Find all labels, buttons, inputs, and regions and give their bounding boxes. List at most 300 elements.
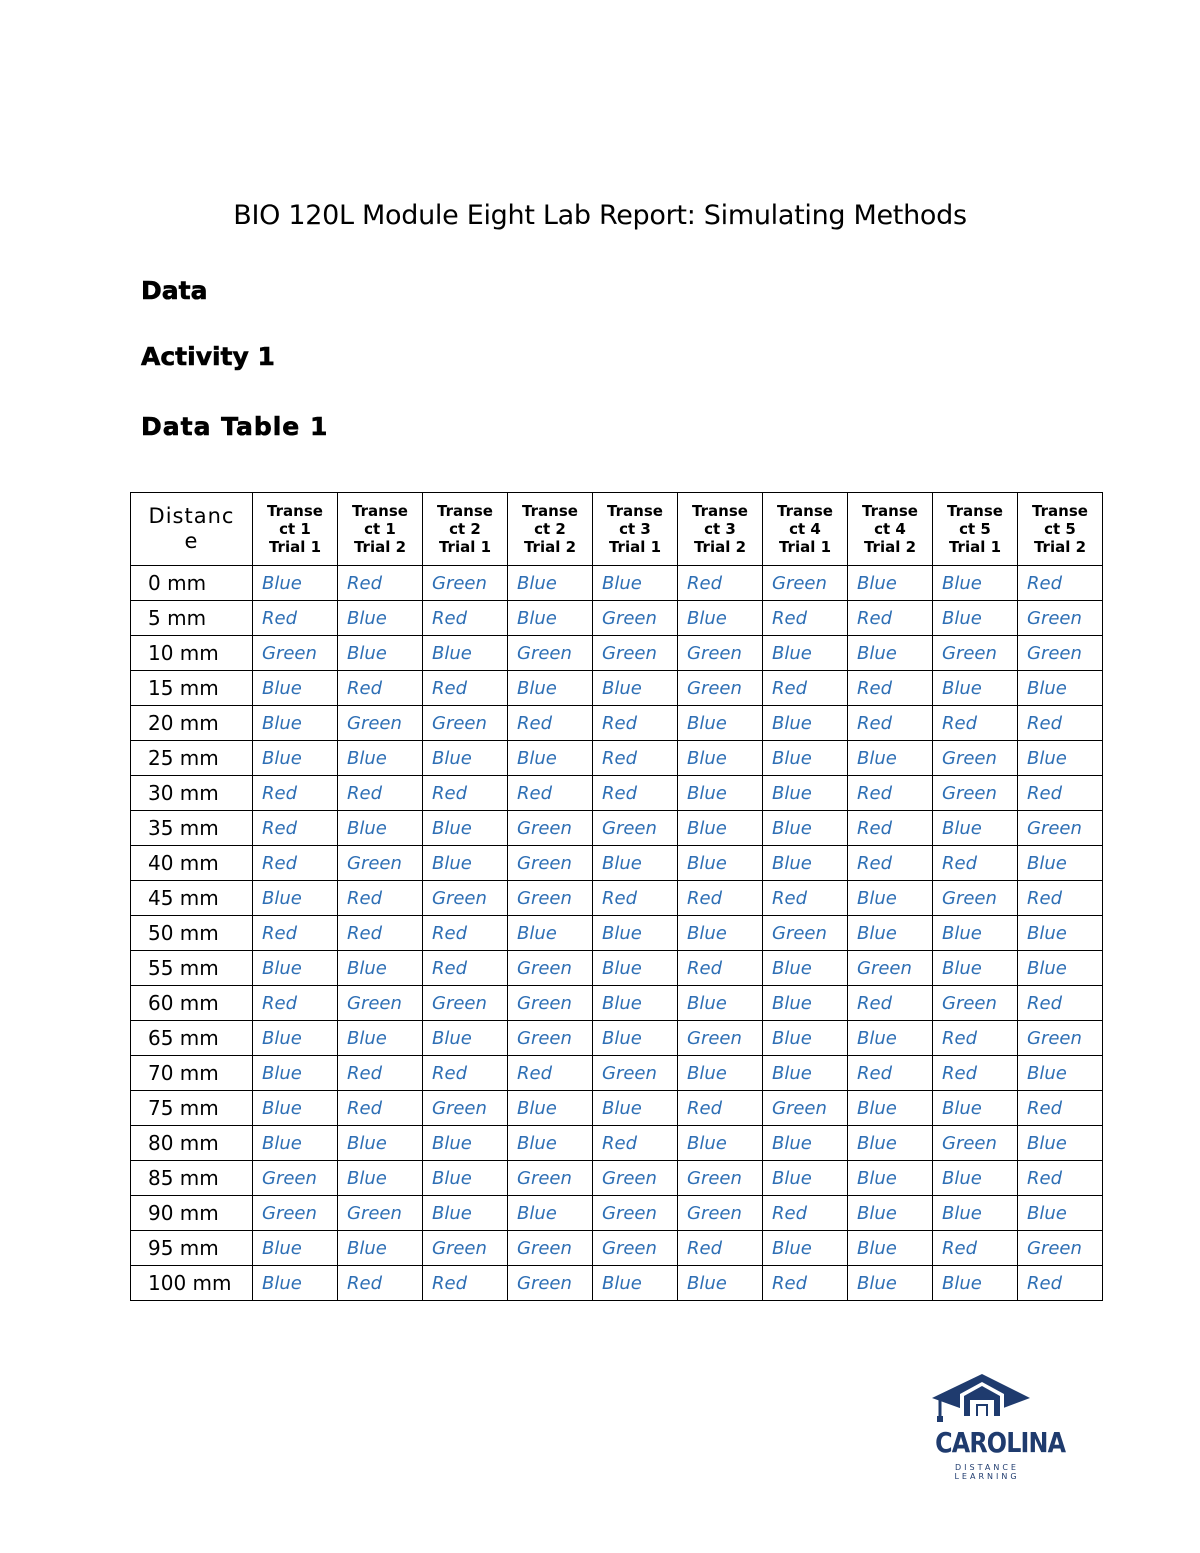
column-header: [253, 493, 338, 566]
color-value-cell: Green: [763, 1091, 848, 1126]
color-value-cell: Green: [423, 566, 508, 601]
color-value-cell: Blue: [423, 1126, 508, 1161]
header-line: Transe: [777, 502, 833, 520]
color-value-cell: Blue: [678, 1056, 763, 1091]
color-value-cell: Blue: [763, 706, 848, 741]
color-value-cell: Red: [848, 671, 933, 706]
table-header-row: [131, 493, 1103, 566]
table-row: [131, 986, 1103, 1021]
color-value-cell: Green: [338, 1196, 423, 1231]
header-line: Transe: [1032, 502, 1088, 520]
header-line: Trial 2: [863, 538, 917, 556]
color-value-cell: Blue: [1018, 916, 1103, 951]
color-value-cell: Green: [593, 811, 678, 846]
logo-wordmark: CAROLINA: [935, 1426, 1066, 1459]
color-value-cell: Blue: [338, 951, 423, 986]
color-value-cell: Blue: [848, 1266, 933, 1301]
color-value-cell: Red: [678, 1231, 763, 1266]
color-value-cell: Green: [593, 636, 678, 671]
color-value-cell: Blue: [423, 636, 508, 671]
color-value-cell: Red: [593, 706, 678, 741]
color-value-cell: Blue: [253, 671, 338, 706]
distance-cell: 0 mm: [131, 566, 253, 601]
color-value-cell: Red: [1018, 566, 1103, 601]
color-value-cell: Blue: [848, 1196, 933, 1231]
color-value-cell: Blue: [593, 671, 678, 706]
color-value-cell: Green: [508, 1161, 593, 1196]
color-value-cell: Green: [848, 951, 933, 986]
color-value-cell: Red: [423, 776, 508, 811]
header-line: Transe: [437, 502, 493, 520]
color-value-cell: Blue: [848, 1091, 933, 1126]
color-value-cell: Blue: [593, 1021, 678, 1056]
color-value-cell: Red: [763, 1266, 848, 1301]
color-value-cell: Red: [253, 776, 338, 811]
color-value-cell: Blue: [593, 916, 678, 951]
header-line: ct 3: [619, 520, 651, 538]
color-value-cell: Blue: [848, 916, 933, 951]
color-value-cell: Red: [1018, 1266, 1103, 1301]
column-header: [848, 493, 933, 566]
color-value-cell: Blue: [763, 846, 848, 881]
column-header: [338, 493, 423, 566]
color-value-cell: Blue: [763, 776, 848, 811]
color-value-cell: Red: [933, 1021, 1018, 1056]
section-heading-activity: Activity 1: [141, 342, 275, 371]
color-value-cell: Blue: [1018, 1056, 1103, 1091]
color-value-cell: Blue: [848, 566, 933, 601]
color-value-cell: Green: [1018, 811, 1103, 846]
color-value-cell: Green: [508, 846, 593, 881]
color-value-cell: Red: [848, 986, 933, 1021]
header-line: ct 3: [704, 520, 736, 538]
color-value-cell: Blue: [848, 636, 933, 671]
table-row: [131, 1196, 1103, 1231]
distance-cell: 65 mm: [131, 1021, 253, 1056]
color-value-cell: Blue: [423, 741, 508, 776]
header-line: ct 4: [789, 520, 821, 538]
color-value-cell: Blue: [423, 846, 508, 881]
color-value-cell: Blue: [508, 1196, 593, 1231]
table-row: [131, 566, 1103, 601]
color-value-cell: Green: [423, 1091, 508, 1126]
color-value-cell: Red: [933, 846, 1018, 881]
color-value-cell: Blue: [338, 1231, 423, 1266]
header-line: ct 5: [1044, 520, 1076, 538]
color-value-cell: Blue: [848, 1126, 933, 1161]
color-value-cell: Blue: [338, 636, 423, 671]
color-value-cell: Green: [338, 986, 423, 1021]
color-value-cell: Blue: [508, 671, 593, 706]
color-value-cell: Blue: [423, 1161, 508, 1196]
color-value-cell: Blue: [338, 1126, 423, 1161]
color-value-cell: Blue: [848, 1161, 933, 1196]
color-value-cell: Blue: [678, 916, 763, 951]
color-value-cell: Blue: [678, 1126, 763, 1161]
color-value-cell: Red: [423, 601, 508, 636]
table-row: [131, 811, 1103, 846]
color-value-cell: Green: [933, 881, 1018, 916]
header-line: Transe: [267, 502, 323, 520]
color-value-cell: Red: [848, 776, 933, 811]
color-value-cell: Green: [508, 1231, 593, 1266]
color-value-cell: Green: [933, 986, 1018, 1021]
color-value-cell: Green: [253, 1161, 338, 1196]
color-value-cell: Red: [763, 881, 848, 916]
table-body: [131, 566, 1103, 1301]
distance-cell: 95 mm: [131, 1231, 253, 1266]
color-value-cell: Red: [1018, 706, 1103, 741]
color-value-cell: Blue: [253, 1231, 338, 1266]
color-value-cell: Blue: [253, 951, 338, 986]
color-value-cell: Blue: [933, 1091, 1018, 1126]
column-header: [423, 493, 508, 566]
distance-cell: 45 mm: [131, 881, 253, 916]
color-value-cell: Red: [848, 811, 933, 846]
color-value-cell: Red: [678, 566, 763, 601]
color-value-cell: Blue: [253, 1266, 338, 1301]
color-value-cell: Blue: [763, 1126, 848, 1161]
color-value-cell: Blue: [508, 1126, 593, 1161]
color-value-cell: Green: [678, 671, 763, 706]
color-value-cell: Green: [1018, 601, 1103, 636]
color-value-cell: Blue: [593, 846, 678, 881]
color-value-cell: Green: [763, 916, 848, 951]
color-value-cell: Blue: [423, 1021, 508, 1056]
color-value-cell: Blue: [423, 1196, 508, 1231]
table-row: [131, 1126, 1103, 1161]
color-value-cell: Red: [1018, 1091, 1103, 1126]
color-value-cell: Red: [423, 671, 508, 706]
header-line: Trial 2: [353, 538, 407, 556]
color-value-cell: Red: [423, 1056, 508, 1091]
color-value-cell: Blue: [1018, 846, 1103, 881]
color-value-cell: Red: [423, 916, 508, 951]
table-row: [131, 846, 1103, 881]
color-value-cell: Blue: [678, 706, 763, 741]
header-line: ct 4: [874, 520, 906, 538]
column-header: [508, 493, 593, 566]
color-value-cell: Red: [508, 1056, 593, 1091]
color-value-cell: Blue: [848, 1231, 933, 1266]
color-value-cell: Blue: [593, 566, 678, 601]
logo-subtitle: DISTANCE LEARNING: [954, 1463, 1020, 1481]
color-value-cell: Blue: [253, 1021, 338, 1056]
color-value-cell: Blue: [508, 916, 593, 951]
color-value-cell: Blue: [508, 601, 593, 636]
color-value-cell: Blue: [1018, 1196, 1103, 1231]
table-row: [131, 741, 1103, 776]
page-title: BIO 120L Module Eight Lab Report: Simulating Methods: [233, 200, 967, 231]
color-value-cell: Blue: [253, 566, 338, 601]
column-header: [593, 493, 678, 566]
distance-cell: 40 mm: [131, 846, 253, 881]
color-value-cell: Red: [933, 1231, 1018, 1266]
distance-cell: 35 mm: [131, 811, 253, 846]
distance-cell: 20 mm: [131, 706, 253, 741]
color-value-cell: Blue: [338, 811, 423, 846]
color-value-cell: Red: [1018, 986, 1103, 1021]
color-value-cell: Red: [423, 951, 508, 986]
color-value-cell: Green: [678, 1021, 763, 1056]
color-value-cell: Blue: [253, 1091, 338, 1126]
color-value-cell: Red: [593, 776, 678, 811]
color-value-cell: Red: [508, 776, 593, 811]
header-line: Trial 2: [1033, 538, 1087, 556]
color-value-cell: Green: [423, 1231, 508, 1266]
section-heading-data: Data: [141, 276, 208, 305]
color-value-cell: Blue: [253, 1056, 338, 1091]
color-value-cell: Green: [763, 566, 848, 601]
color-value-cell: Green: [1018, 1231, 1103, 1266]
header-line: Trial 1: [438, 538, 492, 556]
color-value-cell: Blue: [678, 776, 763, 811]
table-row: [131, 881, 1103, 916]
distance-cell: 50 mm: [131, 916, 253, 951]
color-value-cell: Red: [253, 846, 338, 881]
color-value-cell: Red: [593, 741, 678, 776]
color-value-cell: Green: [933, 636, 1018, 671]
section-heading-data-table: Data Table 1: [141, 412, 329, 441]
color-value-cell: Red: [848, 601, 933, 636]
color-value-cell: Red: [253, 986, 338, 1021]
header-line: Transe: [522, 502, 578, 520]
color-value-cell: Blue: [253, 706, 338, 741]
color-value-cell: Blue: [338, 741, 423, 776]
color-value-cell: Blue: [933, 1196, 1018, 1231]
color-value-cell: Green: [933, 1126, 1018, 1161]
header-line: Trial 2: [523, 538, 577, 556]
header-line: ct 5: [959, 520, 991, 538]
distance-cell: 60 mm: [131, 986, 253, 1021]
distance-cell: 5 mm: [131, 601, 253, 636]
table-row: [131, 636, 1103, 671]
color-value-cell: Blue: [253, 881, 338, 916]
color-value-cell: Red: [593, 1126, 678, 1161]
color-value-cell: Green: [678, 636, 763, 671]
color-value-cell: Green: [423, 881, 508, 916]
color-value-cell: Red: [253, 601, 338, 636]
color-value-cell: Green: [593, 1161, 678, 1196]
table-row: [131, 1161, 1103, 1196]
color-value-cell: Red: [253, 916, 338, 951]
header-line: Transe: [692, 502, 748, 520]
table-row: [131, 1091, 1103, 1126]
table-row: [131, 951, 1103, 986]
distance-cell: 85 mm: [131, 1161, 253, 1196]
color-value-cell: Green: [338, 846, 423, 881]
column-header: [678, 493, 763, 566]
color-value-cell: Blue: [508, 1091, 593, 1126]
distance-cell: 100 mm: [131, 1266, 253, 1301]
distance-column-header: [131, 493, 253, 566]
color-value-cell: Blue: [678, 1266, 763, 1301]
color-value-cell: Blue: [933, 1266, 1018, 1301]
color-value-cell: Red: [338, 566, 423, 601]
table-row: [131, 1021, 1103, 1056]
color-value-cell: Blue: [763, 1056, 848, 1091]
distance-cell: 80 mm: [131, 1126, 253, 1161]
color-value-cell: Blue: [933, 566, 1018, 601]
color-value-cell: Green: [508, 951, 593, 986]
color-value-cell: Green: [338, 706, 423, 741]
column-header: [1018, 493, 1103, 566]
color-value-cell: Red: [338, 1091, 423, 1126]
color-value-cell: Blue: [1018, 671, 1103, 706]
color-value-cell: Green: [593, 1056, 678, 1091]
header-line: Trial 1: [948, 538, 1002, 556]
table-row: [131, 916, 1103, 951]
color-value-cell: Blue: [848, 1021, 933, 1056]
color-value-cell: Red: [423, 1266, 508, 1301]
header-line: Transe: [947, 502, 1003, 520]
color-value-cell: Blue: [933, 671, 1018, 706]
color-value-cell: Green: [593, 1231, 678, 1266]
color-value-cell: Blue: [763, 741, 848, 776]
color-value-cell: Red: [848, 1056, 933, 1091]
color-value-cell: Blue: [253, 741, 338, 776]
table-row: [131, 1231, 1103, 1266]
color-value-cell: Red: [1018, 881, 1103, 916]
color-value-cell: Green: [678, 1161, 763, 1196]
color-value-cell: Green: [253, 636, 338, 671]
color-value-cell: Green: [593, 601, 678, 636]
header-line: Transe: [862, 502, 918, 520]
color-value-cell: Blue: [1018, 1126, 1103, 1161]
color-value-cell: Red: [678, 881, 763, 916]
header-line: Transe: [607, 502, 663, 520]
color-value-cell: Red: [678, 951, 763, 986]
color-value-cell: Blue: [763, 811, 848, 846]
color-value-cell: Red: [763, 671, 848, 706]
color-value-cell: Green: [678, 1196, 763, 1231]
header-line: ct 1: [279, 520, 311, 538]
color-value-cell: Blue: [508, 566, 593, 601]
header-line: Trial 1: [778, 538, 832, 556]
color-value-cell: Blue: [1018, 741, 1103, 776]
color-value-cell: Blue: [763, 1231, 848, 1266]
header-line: Trial 1: [268, 538, 322, 556]
table-row: [131, 601, 1103, 636]
column-header: [763, 493, 848, 566]
color-value-cell: Blue: [423, 811, 508, 846]
header-line: e: [184, 529, 199, 553]
color-value-cell: Green: [508, 1021, 593, 1056]
color-value-cell: Red: [933, 706, 1018, 741]
header-line: ct 2: [534, 520, 566, 538]
distance-cell: 75 mm: [131, 1091, 253, 1126]
table-row: [131, 671, 1103, 706]
header-line: Trial 2: [693, 538, 747, 556]
color-value-cell: Green: [1018, 1021, 1103, 1056]
color-value-cell: Blue: [763, 636, 848, 671]
color-value-cell: Red: [678, 1091, 763, 1126]
color-value-cell: Blue: [593, 1091, 678, 1126]
table-row: [131, 706, 1103, 741]
distance-cell: 70 mm: [131, 1056, 253, 1091]
color-value-cell: Blue: [678, 811, 763, 846]
color-value-cell: Red: [848, 846, 933, 881]
color-value-cell: Red: [338, 916, 423, 951]
color-value-cell: Blue: [593, 951, 678, 986]
color-value-cell: Blue: [763, 1021, 848, 1056]
color-value-cell: Green: [933, 776, 1018, 811]
carolina-logo: [926, 1372, 1066, 1481]
color-value-cell: Blue: [593, 1266, 678, 1301]
color-value-cell: Red: [763, 601, 848, 636]
header-line: ct 2: [449, 520, 481, 538]
color-value-cell: Blue: [848, 881, 933, 916]
color-value-cell: Blue: [763, 951, 848, 986]
distance-cell: 25 mm: [131, 741, 253, 776]
header-line: Trial 1: [608, 538, 662, 556]
distance-cell: 30 mm: [131, 776, 253, 811]
color-value-cell: Blue: [678, 986, 763, 1021]
color-value-cell: Green: [1018, 636, 1103, 671]
color-value-cell: Red: [848, 706, 933, 741]
data-table: [130, 492, 1103, 1301]
color-value-cell: Green: [593, 1196, 678, 1231]
color-value-cell: Green: [423, 986, 508, 1021]
table-row: [131, 1266, 1103, 1301]
color-value-cell: Red: [338, 1056, 423, 1091]
color-value-cell: Blue: [678, 601, 763, 636]
distance-cell: 55 mm: [131, 951, 253, 986]
color-value-cell: Blue: [1018, 951, 1103, 986]
color-value-cell: Blue: [338, 1161, 423, 1196]
color-value-cell: Blue: [933, 916, 1018, 951]
color-value-cell: Red: [338, 671, 423, 706]
color-value-cell: Blue: [933, 1161, 1018, 1196]
color-value-cell: Red: [593, 881, 678, 916]
color-value-cell: Blue: [338, 601, 423, 636]
color-value-cell: Green: [253, 1196, 338, 1231]
color-value-cell: Green: [933, 741, 1018, 776]
header-line: ct 1: [364, 520, 396, 538]
color-value-cell: Red: [338, 1266, 423, 1301]
color-value-cell: Blue: [848, 741, 933, 776]
color-value-cell: Green: [508, 636, 593, 671]
color-value-cell: Green: [423, 706, 508, 741]
color-value-cell: Red: [253, 811, 338, 846]
color-value-cell: Red: [763, 1196, 848, 1231]
color-value-cell: Green: [508, 881, 593, 916]
color-value-cell: Red: [1018, 776, 1103, 811]
color-value-cell: Blue: [933, 811, 1018, 846]
color-value-cell: Red: [508, 706, 593, 741]
color-value-cell: Green: [508, 1266, 593, 1301]
column-header: [933, 493, 1018, 566]
color-value-cell: Blue: [933, 601, 1018, 636]
color-value-cell: Blue: [593, 986, 678, 1021]
color-value-cell: Blue: [763, 986, 848, 1021]
color-value-cell: Blue: [253, 1126, 338, 1161]
color-value-cell: Red: [933, 1056, 1018, 1091]
color-value-cell: Green: [508, 986, 593, 1021]
color-value-cell: Red: [338, 776, 423, 811]
color-value-cell: Blue: [933, 951, 1018, 986]
color-value-cell: Blue: [763, 1161, 848, 1196]
distance-cell: 90 mm: [131, 1196, 253, 1231]
table-row: [131, 1056, 1103, 1091]
distance-cell: 15 mm: [131, 671, 253, 706]
color-value-cell: Red: [338, 881, 423, 916]
color-value-cell: Red: [1018, 1161, 1103, 1196]
graduation-cap-house-icon: [926, 1372, 1048, 1428]
distance-cell: 10 mm: [131, 636, 253, 671]
color-value-cell: Blue: [678, 846, 763, 881]
header-line: Distanc: [148, 504, 235, 528]
